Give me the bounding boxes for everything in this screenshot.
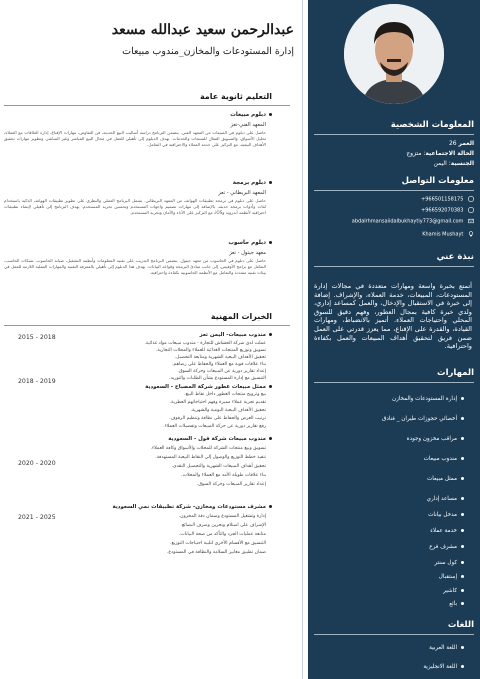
skill-item: ممثل مبيعات	[324, 476, 464, 486]
bullet-icon	[461, 529, 464, 532]
bullet-icon	[461, 561, 464, 564]
skill-item: إدارة المستودعات والمخازن	[324, 396, 464, 406]
email-icon	[468, 218, 474, 224]
experience-divider	[4, 325, 290, 326]
bullet-icon	[461, 646, 464, 649]
experience-title-item: مندوب مبيعات شركة فول - السعودية	[52, 436, 272, 442]
bullet-icon	[269, 385, 272, 388]
experience-period: 2018 - 2019	[18, 378, 56, 385]
experience-duty: تقديم تجربة عملاء مميزة وفهم احتياجاتهم العطرية.	[169, 400, 266, 405]
personal-info-divider	[314, 134, 474, 135]
experience-duty: تسويق وبيع منتجات الشركة للمحلات والأسواق وكافة العملاء.	[150, 446, 266, 451]
bullet-icon	[269, 333, 272, 336]
nationality-row: الجنسية: اليمن	[433, 160, 474, 167]
education-diploma: دبلوم حاسوب	[22, 240, 272, 246]
skill-item: بائع	[324, 601, 464, 611]
experience-duty: تحقيق الأهداف البيعية اليومية والشهرية.	[190, 408, 266, 413]
skill-item: خدمة عملاء	[324, 528, 464, 538]
bullet-icon	[461, 477, 464, 480]
age-label: العمر	[458, 140, 474, 147]
experience-duty: عملت لدى شركة الحشاش للتجارة - مندوب مبيعات مواد غذائية.	[144, 341, 266, 346]
experience-duty: بيع وترويج منتجات العطور داخل نقاط البيع.	[184, 392, 266, 397]
education-diploma: دبلوم برمجة	[22, 180, 272, 186]
experience-title-item: ممثل مبيعات عطور شركة المصباح - السعودية	[52, 384, 272, 390]
bullet-icon	[461, 589, 464, 592]
skill-item: إستقبال	[324, 574, 464, 584]
experience-duty: الإشراف على استلام وتخزين وصرف البضائع.	[180, 523, 266, 528]
experience-duty: ضمان تطبيق معايير السلامة والنظافة في المستودع.	[166, 550, 266, 555]
email-text: abdalrhmansaiidalbukhaytiy773@gmail.com	[351, 218, 464, 225]
bullet-icon	[461, 457, 464, 460]
experience-duty: التنسيق مع الأقسام الأخرى لتلبية احتياجات التوزيع.	[170, 541, 266, 546]
bullet-icon	[461, 665, 464, 668]
phone2-text: +966592070383	[421, 207, 464, 214]
bullet-icon	[461, 497, 464, 500]
personal-info-title: المعلومات الشخصية	[390, 120, 474, 130]
bullet-icon	[269, 437, 272, 440]
experience-duty: متابعة عمليات الجرد والتأكد من صحة البيانات.	[178, 532, 266, 537]
experience-duty: تحقيق أهداف المبيعات الشهرية والتحصيل النقدي.	[171, 464, 266, 469]
skills-title: المهارات	[437, 368, 474, 378]
contact-title: معلومات التواصل	[401, 176, 474, 186]
education-divider	[4, 105, 290, 106]
languages-divider	[314, 634, 474, 635]
phone-icon	[468, 196, 474, 202]
age-row	[314, 140, 474, 148]
bullet-icon	[461, 575, 464, 578]
phone1-row[interactable]	[314, 196, 474, 206]
experience-duty: تنفيذ خطط التوزيع والوصول إلى النقاط البيعية المستهدفة.	[155, 455, 266, 460]
experience-period: 2021 - 2025	[18, 514, 56, 521]
profile-photo	[344, 4, 444, 104]
summary-text: أتمتع بخبرة واسعة ومهارات متعددة في مجالات إدارة المستودعات، المبيعات، خدمة العملاء، والإشراف. إضافة إلى خبرة في الاستقبال والإدخال، والعمل كمساعد إداري، ولدي خبرة كافية بمجال العطور، وفهم دقيق للسوق المحلي واحتياجات العملاء. أتميز بالانضباط، ومهارات القيادة، والقدرة على الإقناع، مما يعزز قدرتي على العمل ضمن فريق لتحقيق أهداف المبيعات والعمل بكفاءة واحترافية.	[314, 282, 472, 351]
experience-title-item: مندوب مبيعات- اليمن تعز	[52, 332, 272, 338]
education-institute: المعهد البريطاني - تعز	[218, 190, 266, 196]
location-text: Khamis Mushayt	[422, 231, 464, 238]
education-institute: معهد جيتول - تعز	[229, 250, 266, 256]
email-row[interactable]	[314, 218, 474, 228]
experience-duty: بناء علاقات طويلة الأمد مع العملاء والمحلات.	[181, 473, 266, 478]
phone2-row[interactable]	[314, 207, 474, 217]
full-name: عبدالرحمن سعيد عبدالله مسعد	[111, 22, 294, 38]
bullet-icon	[269, 113, 272, 116]
skill-item: كول سنتر	[324, 560, 464, 570]
skill-item: مندوب مبيعات	[324, 456, 464, 466]
column-divider	[302, 0, 303, 679]
skill-item: أخصائي حجوزات طيران _ فنادق	[324, 416, 464, 426]
bullet-icon	[269, 505, 272, 508]
experience-period: 2020 - 2020	[18, 460, 56, 467]
experience-duty: ترتيب العرض والحفاظ على نظافة وتنظيم الرفوف.	[169, 416, 266, 421]
bullet-icon	[269, 241, 272, 244]
marital-value: متزوج	[406, 150, 422, 157]
location-row[interactable]	[314, 231, 474, 241]
job-title: إدارة المستودعات والمخازن_مندوب مبيعات	[122, 46, 294, 57]
experience-period: 2015 - 2018	[18, 334, 56, 341]
experience-duty: إعداد تقارير دورية عن المبيعات وحركة السوق.	[177, 369, 266, 374]
skill-item: مساعد إداري	[324, 496, 464, 506]
marital-label: الحالة الاجتماعية	[425, 150, 474, 157]
sidebar	[308, 0, 480, 679]
skill-item: مشرف فرع	[324, 544, 464, 554]
portrait-icon	[344, 4, 444, 104]
summary-divider	[314, 266, 474, 267]
nationality-value: اليمن	[433, 160, 447, 167]
skills-divider	[314, 382, 474, 383]
bullet-icon	[461, 513, 464, 516]
education-description: حاصل على دبلوم في المبيعات من المعهد الفني. يتضمن البرنامج دراسة أساليب البيع الحديثة، فن التفاوض، مهارات الإقناع، إدارة العلاقات مع العملاء، تحليل الأسواق، والتسويق الفعال للمنتجات والخدمات. يهدف الدبلوم إلى تأهيلي للعمل في مجال البيع المباشر وغير المباشر، وتطوير مهارات تحقيق الأهداف البيعية، مع التركيز على خدمة العملاء والاحترافية في التعامل.	[4, 130, 266, 148]
bullet-icon	[461, 437, 464, 440]
bullet-icon	[461, 545, 464, 548]
phone1-text: +966501158175	[421, 196, 464, 203]
skill-item: مدخل بيانات	[324, 512, 464, 522]
languages-title: اللغات	[447, 620, 474, 630]
whatsapp-icon	[468, 207, 474, 213]
experience-duty: إعداد تقارير المبيعات وحركة السوق.	[196, 482, 266, 487]
experience-duty: بناء علاقات قوية مع العملاء والحفاظ على رضاهم.	[172, 362, 266, 367]
summary-title: نبذة عني	[436, 252, 474, 262]
contact-divider	[314, 190, 474, 191]
experience-duty: التنسيق مع إدارة المستودع بشأن الطلبات والتوريد.	[169, 376, 266, 381]
experience-duty: إدارة وتشغيل المستودع وضمان دقة المخزون.	[178, 514, 266, 519]
education-diploma: دبلوم مبيعات	[22, 112, 272, 118]
education-description: حاصل على دبلوم في برمجة تطبيقات الهواتف من المعهد البريطاني. يشمل البرنامج العملي والنظري على تطوير تطبيقات الهواتف الذكية باستخدام لغات وأدوات برمجة حديثة، بالإضافة إلى مهارات تصميم واجهات المستخدم وتحسين تجربة المستخدم. يهدف البرنامج إلى تأهيلي لإنشاء تطبيقات احترافية لأنظمة أندرويد وiOS، مع التركيز على الأداء والأمان وتجربة المستخدم.	[4, 198, 266, 216]
nationality-label: الجنسية	[450, 160, 474, 167]
age-value: 26	[448, 140, 457, 147]
education-institute: المعهد الفني-تعز	[230, 122, 266, 128]
education-title: التعليم ثانوية عامة	[199, 92, 272, 101]
language-item: اللغة العربية	[324, 645, 464, 655]
experience-duty: تسويق وتوزيع المنتجات الغذائية للعملاء والمحلات التجارية.	[155, 348, 266, 353]
bullet-icon	[461, 602, 464, 605]
language-item: اللغة الانجليزية	[324, 664, 464, 674]
experience-duty: رفع تقارير دورية عن حركة المبيعات وتفضيلات العملاء.	[163, 424, 266, 429]
experience-title: الخبرات المهنية	[210, 312, 272, 321]
experience-title-item: مشرف مستودعات ومخازن- شركة تطبيقات نمي السعودية	[52, 504, 272, 510]
experience-duty: تحقيق الأهداف البيعية الشهرية ومتابعة التحصيل.	[174, 355, 266, 360]
marital-row: الحالة الاجتماعية: متزوج	[406, 150, 474, 157]
location-icon	[468, 231, 474, 237]
bullet-icon	[461, 397, 464, 400]
skill-item: كاشير	[324, 588, 464, 598]
skill-item: مراقب مخزون وجودة	[324, 436, 464, 446]
bullet-icon	[461, 417, 464, 420]
education-description: حاصل على دبلوم في الحاسوب من معهد جيتول. يتضمن البرنامج التدريب على تقنية المعلومات وأنظمة التشغيل، صيانة الحاسوب، شبكات الحاسب، التعامل مع برامج الأوفيس، إلى جانب مبادئ البرمجة وقواعد البيانات. يهدف هذا الدبلوم إلى تأهيلي بالمعرفة التقنية والمهارات العملية اللازمة للعمل في بيئات تقنية متعددة والتعامل مع الأنظمة الحاسوبية بكفاءة واحترافية.	[4, 258, 266, 276]
bullet-icon	[269, 181, 272, 184]
